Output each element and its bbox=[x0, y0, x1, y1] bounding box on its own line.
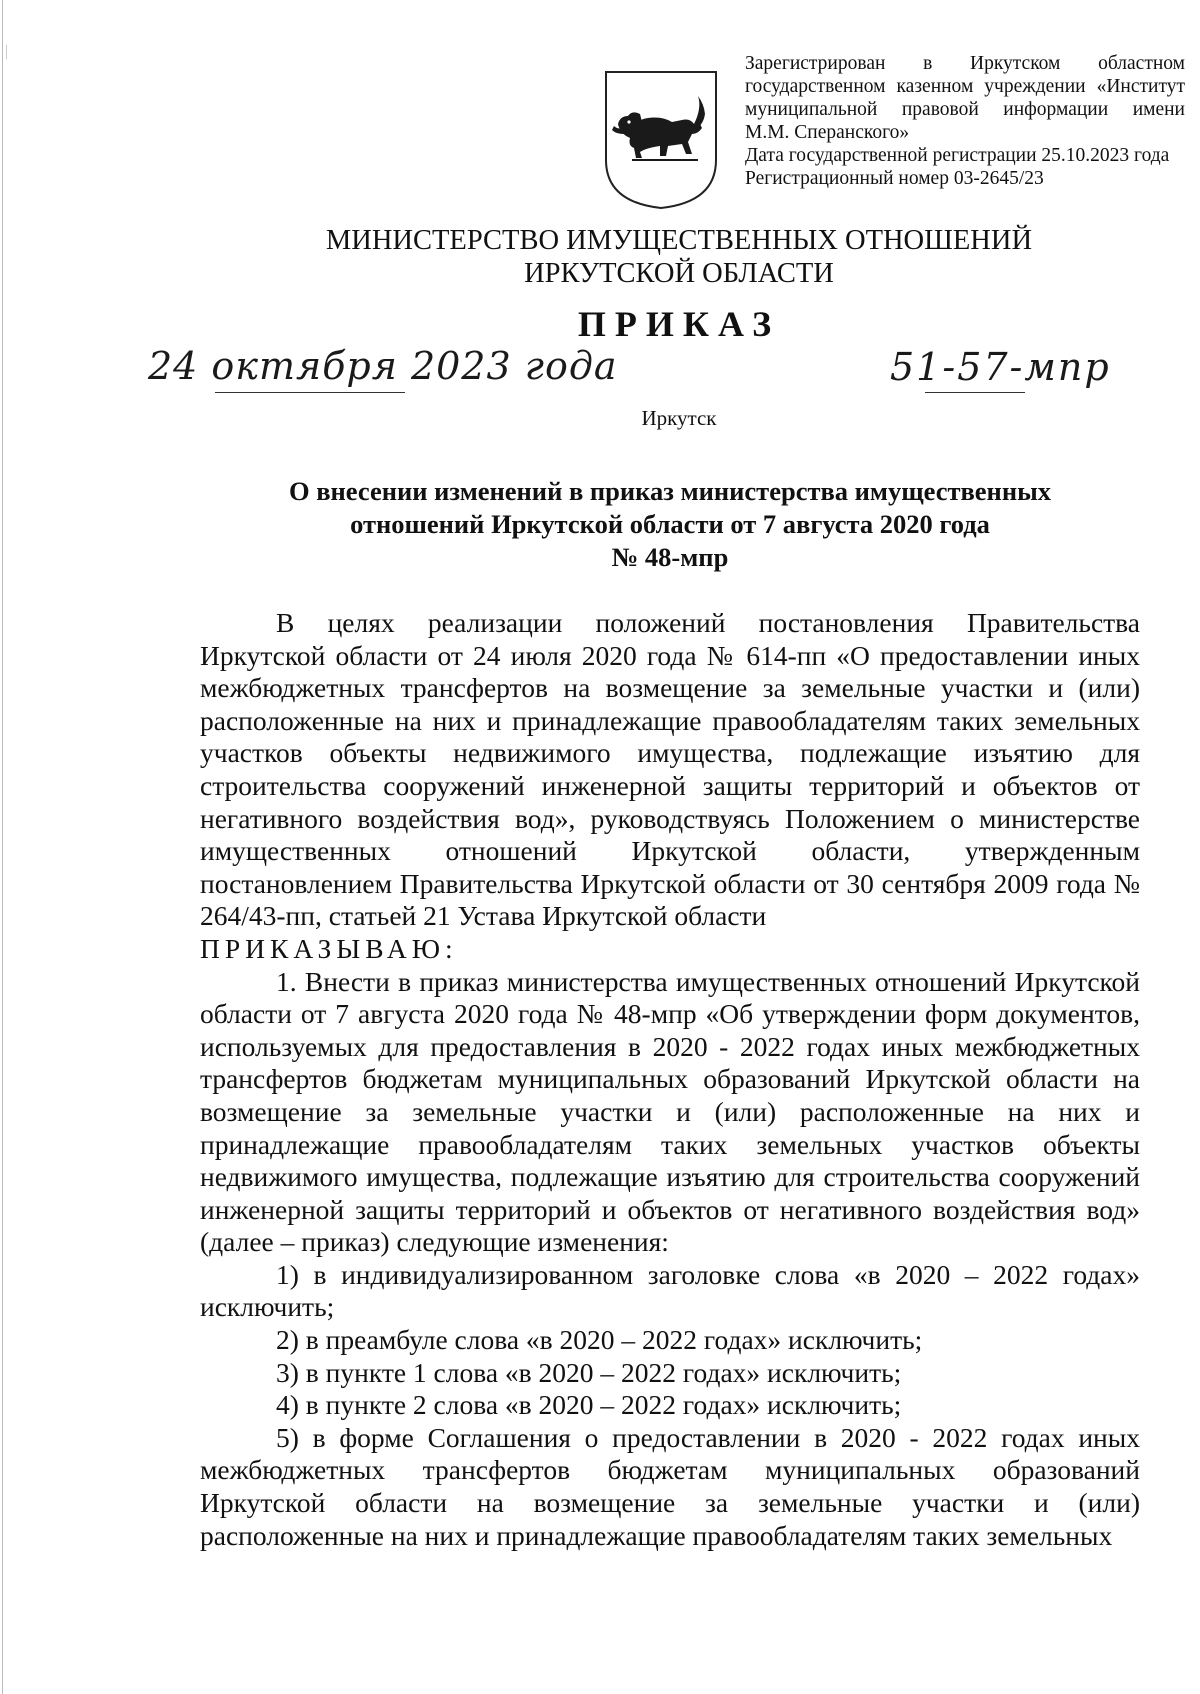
handwritten-date: 24 октября 2023 года bbox=[148, 344, 618, 388]
document-body bbox=[200, 607, 1140, 1552]
city: Иркутск bbox=[641, 406, 717, 430]
document-type-title: ПРИКАЗ bbox=[577, 304, 781, 344]
order-subitem-4: 4) в пункте 2 слова «в 2020 – 2022 годах» исключить; bbox=[276, 1389, 902, 1421]
order-subitem-1: 1) в индивидуализированном заголовке слова «в 2020 – 2022 годах» исключить; bbox=[200, 1258, 1140, 1323]
order-subitem-5: 5) в форме Соглашения о предоставлении в 2020 - 2022 годах иных межбюджетных трансфертов бюджетам муниципальных образований Иркутской области на возмещение за земельные участки и (или) расположенные на них и принадлежащие правообладателям таких земельных bbox=[200, 1421, 1140, 1551]
stamp-line: Регистрационный номер 03-2645/23 bbox=[745, 168, 1044, 189]
preamble-paragraph: В целях реализации положений постановления Правительства Иркутской области от 24 июля 2020 года № 614-пп «О предоставлении иных межбюджетных трансфертов на возмещение за земельные участки и (или) расположенные на них и принадлежащие правообладателям таких земельных участков объекты недвижимого имущества, подлежащие изъятию для строительства сооружений инженерной защиты территорий и объектов от негативного воздействия вод», руководствуясь Положением о министерстве имущественных отношений Иркутской области, утвержденным постановлением Правительства Иркутской области от 30 сентября 2009 года № 264/43-пп, статьей 21 Устава Иркутской области bbox=[200, 607, 1140, 932]
subject-line: О внесении изменений в приказ министерства имущественных bbox=[288, 476, 1052, 506]
scan-edge-mark bbox=[6, 45, 7, 59]
ministry-name: МИНИСТЕРСТВО ИМУЩЕСТВЕННЫХ ОТНОШЕНИЙ bbox=[325, 225, 1033, 256]
ministry-region: ИРКУТСКОЙ ОБЛАСТИ bbox=[524, 258, 834, 289]
handwritten-number: 51-57-мпр bbox=[890, 345, 1111, 389]
stamp-line: М.М. Сперанского» bbox=[745, 122, 910, 143]
number-underline bbox=[925, 392, 1025, 393]
order-subitem-3: 3) в пункте 1 слова «в 2020 – 2022 годах» исключить; bbox=[276, 1356, 902, 1388]
document-subject bbox=[250, 475, 1090, 574]
order-subitem-2: 2) в преамбуле слова «в 2020 – 2022 годах» исключить; bbox=[276, 1324, 923, 1356]
coat-of-arms-icon bbox=[602, 68, 720, 210]
registration-stamp bbox=[745, 52, 1185, 190]
stamp-line: Зарегистрирован в Иркутском областном bbox=[745, 53, 1185, 74]
subject-line: отношений Иркутской области от 7 августа 2020 года bbox=[350, 509, 990, 539]
subject-line: № 48-мпр bbox=[611, 542, 729, 572]
stamp-line: государственном казенном учреждении «Институт bbox=[745, 76, 1185, 97]
order-item-1: 1. Внести в приказ министерства имущественных отношений Иркутской области от 7 августа 2020 года № 48-мпр «Об утверждении форм документов, используемых для предоставления в 2020 - 2022 годах иных межбюджетных трансфертов бюджетам муниципальных образований Иркутской области на возмещение за земельные участки и (или) расположенные на них и принадлежащие правообладателям таких земельных участков объекты недвижимого имущества, подлежащие изъятию для строительства сооружений инженерной защиты территорий и объектов от негативного воздействия вод» (далее – приказ) следующие изменения: bbox=[200, 965, 1140, 1258]
stamp-line: Дата государственной регистрации 25.10.2023 года bbox=[745, 145, 1170, 166]
order-word: ПРИКАЗЫВАЮ: bbox=[200, 932, 458, 964]
date-underline bbox=[215, 392, 405, 393]
stamp-line: муниципальной правовой информации имени bbox=[745, 99, 1185, 120]
